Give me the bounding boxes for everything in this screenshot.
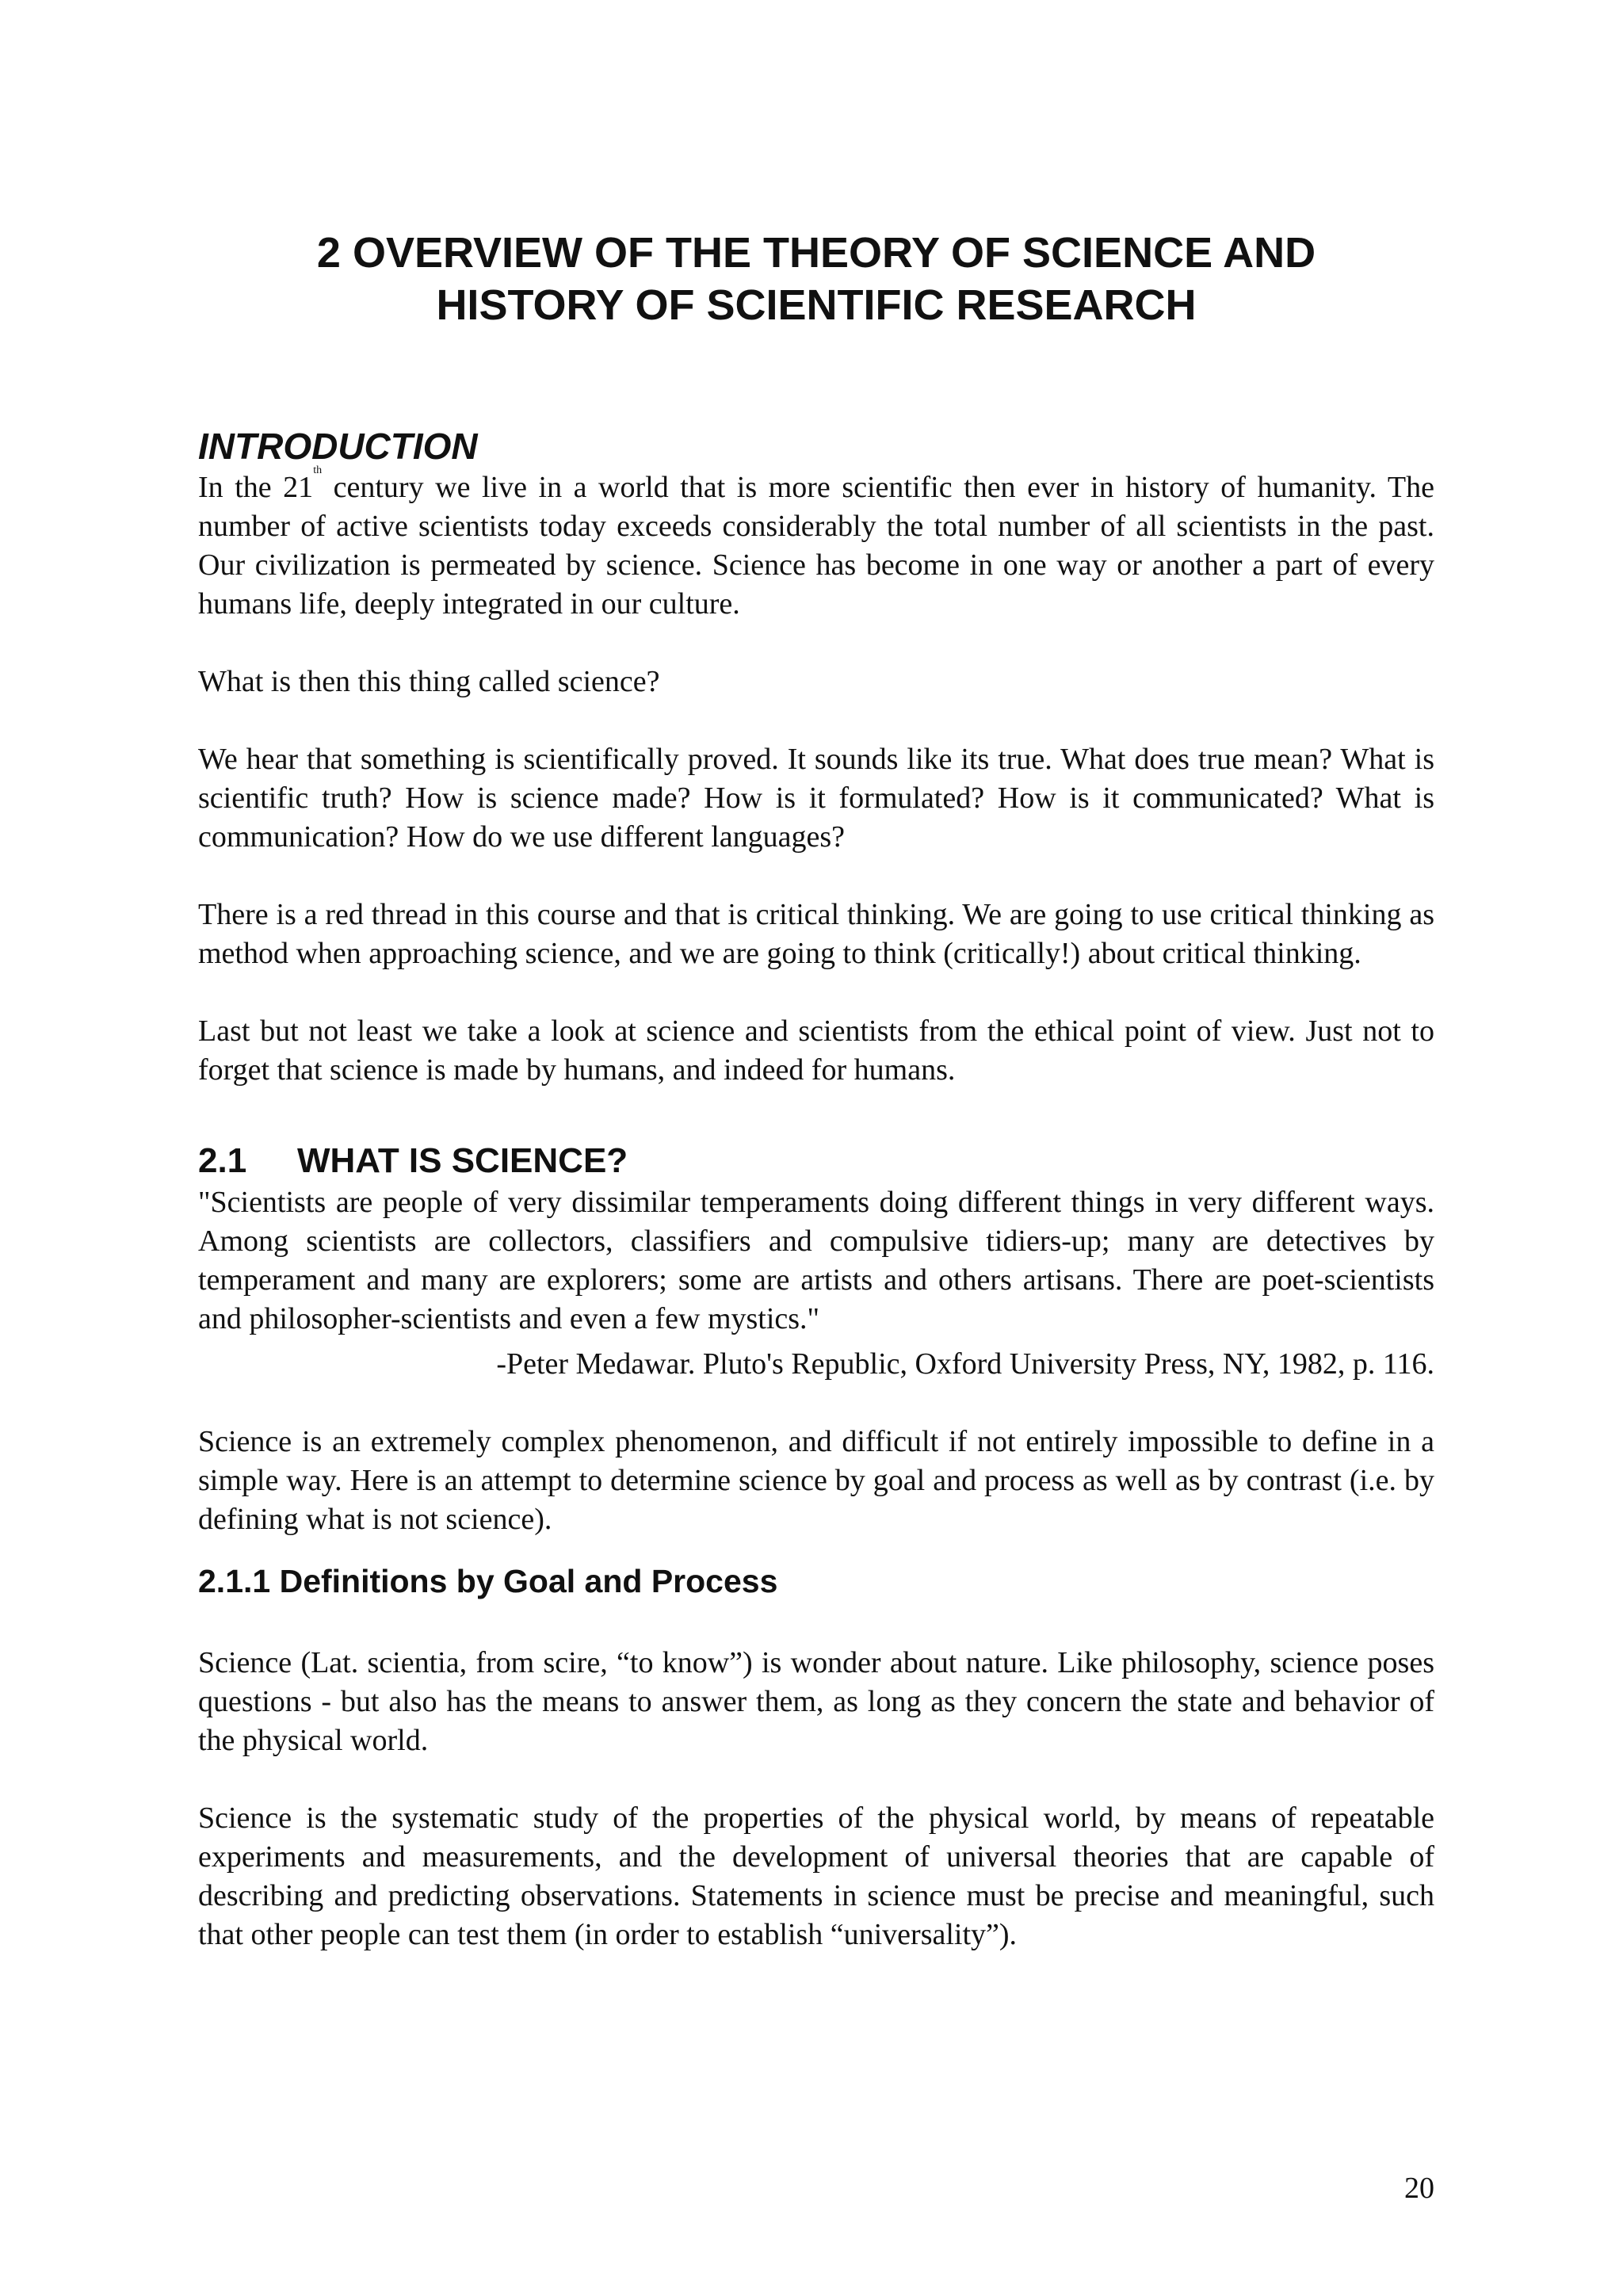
section-title: WHAT IS SCIENCE? (297, 1141, 628, 1180)
quote-attribution: -Peter Medawar. Pluto's Republic, Oxford University Press, NY, 1982, p. 116. (496, 1347, 1434, 1381)
intro-paragraph-4: There is a red thread in this course and that is critical thinking. We are going to use critical thinking as method when approaching science, and we are going to think (critically!) about critical thinking. (198, 898, 1434, 970)
section-number: 2.1 (198, 1141, 247, 1180)
science-definition-paragraph: Science is an extremely complex phenomenon, and difficult if not entirely impossible to define in a simple way. Here is an attempt to determine science by goal and process as well as by contrast (i.e. by defining what is not science). (198, 1425, 1434, 1536)
subsection-paragraph-1: Science (Lat. scientia, from scire, “to know”) is wonder about nature. Like philosophy, science poses questions - but also has the means to answer them, as long as they concern the state and behavior of the physical world. (198, 1646, 1434, 1757)
chapter-title (198, 227, 1434, 331)
intro-paragraph-3: We hear that something is scientifically proved. It sounds like its true. What does true mean? What is scientific truth? How is science made? How is it formulated? How is it communicated? What is communication? How do we use different languages? (198, 743, 1434, 854)
page-body (198, 424, 1434, 1954)
subsection-paragraph-2: Science is the systematic study of the properties of the physical world, by means of repeatable experiments and measurements, and the development of universal theories that are capable of describing and predicting observations. Statements in science must be precise and meaningful, such that other people can test them (in order to establish “universality”). (198, 1801, 1434, 1951)
subsection-heading-2-1-1: 2.1.1 Definitions by Goal and Process (198, 1563, 778, 1599)
intro-paragraph-2: What is then this thing called science? (198, 665, 660, 698)
chapter-title-line-2: HISTORY OF SCIENTIFIC RESEARCH (436, 281, 1197, 329)
introduction-heading: INTRODUCTION (198, 426, 478, 467)
intro-paragraph-1 (198, 464, 1434, 624)
intro-paragraph-5: Last but not least we take a look at science and scientists from the ethical point of view. Just not to forget that science is made by humans, and indeed for humans. (198, 1014, 1434, 1087)
intro-p1-rest: century we live in a world that is more scientific then ever in history of humanity. The number of active scientists today exceeds considerably the total number of all scientists in the past. Our civilization is permeated by science. Science has become in one way or another a part of every humans life, deeply integrated in our culture. (198, 471, 1434, 621)
medawar-quote: "Scientists are people of very dissimilar temperaments doing different things in very different ways. Among scientists are collectors, classifiers and compulsive tidiers-up; many are detectives by temperament and many are explorers; some are artists and others artisans. There are poet-scientists and philosopher-scientists and even a few mystics." (198, 1186, 1434, 1335)
section-heading-2-1 (198, 1139, 1434, 1183)
ordinal-suffix: th (313, 464, 323, 476)
page-number: 20 (1404, 2172, 1434, 2205)
intro-p1-start: In the 21 (198, 471, 314, 504)
chapter-title-line-1: 2 OVERVIEW OF THE THEORY OF SCIENCE AND (316, 229, 1316, 277)
